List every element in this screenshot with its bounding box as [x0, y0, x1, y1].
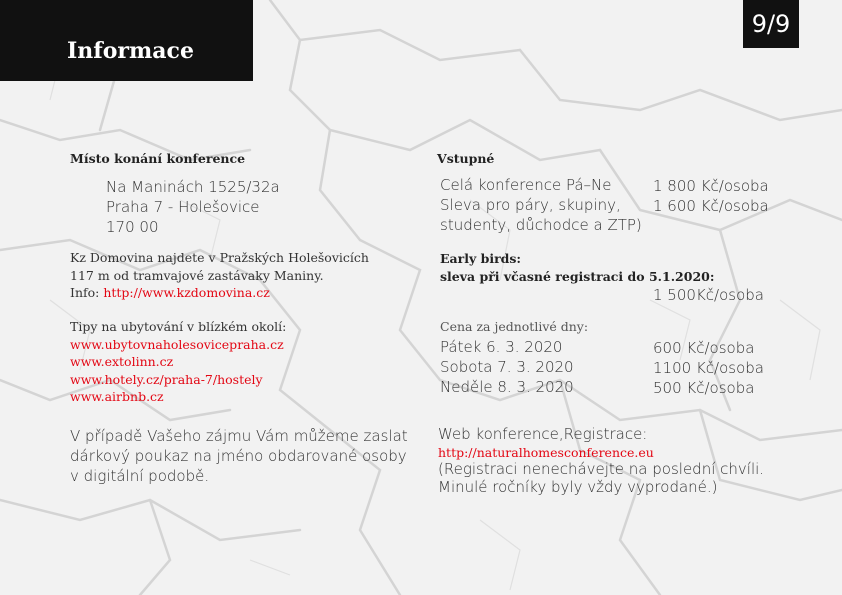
- info-label: Info:: [70, 285, 104, 300]
- early-birds: [440, 250, 714, 285]
- admission-labels: [440, 175, 642, 235]
- admission-heading: Vstupné: [437, 151, 495, 166]
- address-street: Na Maninách 1525/32a: [106, 178, 280, 196]
- early-birds-subheading: sleva při včasné registraci do 5.1.2020:: [440, 268, 715, 284]
- directions-line: 117 m od tramvajové zastávaky Maniny.: [70, 267, 324, 283]
- day-prices: [653, 338, 764, 398]
- address-zip: 170 00: [106, 218, 159, 236]
- page-title: Informace: [67, 38, 194, 64]
- address-city: Praha 7 - Holešovice: [106, 198, 260, 216]
- voucher-line: dárkový poukaz na jméno obdarované osoby: [70, 447, 407, 465]
- venue-website-link[interactable]: http://www.kzdomovina.cz: [103, 285, 270, 300]
- day-label: Sobota 7. 3. 2020: [440, 358, 574, 376]
- accommodation-section: [70, 318, 286, 406]
- full-conference-price: 1 800 Kč/osoba: [653, 177, 769, 195]
- day-prices-intro: Cena za jednotlivé dny:: [440, 319, 589, 334]
- page-number: 9/9: [743, 0, 799, 48]
- day-label: Neděle 8. 3. 2020: [440, 378, 574, 396]
- day-price: 1100 Kč/osoba: [653, 359, 764, 377]
- admission-prices: [653, 176, 769, 216]
- voucher-text: [70, 426, 408, 486]
- voucher-line: V případě Vašeho zájmu Vám můžeme zaslat: [70, 427, 408, 445]
- registration-note: (Registraci nenechávejte na poslední chvíli.: [438, 460, 765, 478]
- day-price: 600 Kč/osoba: [653, 339, 755, 357]
- early-birds-price: 1 500Kč/osoba: [653, 286, 764, 304]
- day-label: Pátek 6. 3. 2020: [440, 338, 563, 356]
- discount-label: Sleva pro páry, skupiny,: [440, 196, 621, 214]
- venue-info-line: [70, 284, 369, 302]
- full-conference-label: Celá konference Pá–Ne: [440, 176, 612, 194]
- registration-section: [438, 426, 764, 496]
- venue-directions: [70, 249, 369, 302]
- early-birds-heading: Early birds:: [440, 251, 522, 266]
- venue-address: [106, 177, 280, 237]
- registration-link[interactable]: http://naturalhomesconference.eu: [438, 444, 654, 460]
- discount-price: 1 600 Kč/osoba: [653, 197, 769, 215]
- accommodation-link[interactable]: www.ubytovnaholesovicepraha.cz: [70, 336, 284, 352]
- discount-label: studenty, důchodce a ZTP): [440, 216, 642, 234]
- title-banner: [0, 0, 253, 81]
- voucher-line: v digitální podobě.: [70, 467, 210, 485]
- accommodation-intro: Tipy na ubytování v blízkém okolí:: [70, 319, 287, 334]
- registration-heading: Web konference,Registrace:: [438, 425, 648, 443]
- accommodation-link[interactable]: www.airbnb.cz: [70, 389, 164, 404]
- registration-note: Minulé ročníky byly vždy vyprodané.): [438, 477, 718, 496]
- accommodation-link[interactable]: www.extolinn.cz: [70, 354, 174, 369]
- day-price: 500 Kč/osoba: [653, 379, 755, 397]
- venue-heading: Místo konání konference: [70, 151, 246, 166]
- accommodation-link[interactable]: www.hotely.cz/praha-7/hostely: [70, 371, 263, 387]
- directions-line: Kz Domovina najdete v Pražských Holešovicích: [70, 250, 369, 265]
- day-labels: [440, 337, 574, 397]
